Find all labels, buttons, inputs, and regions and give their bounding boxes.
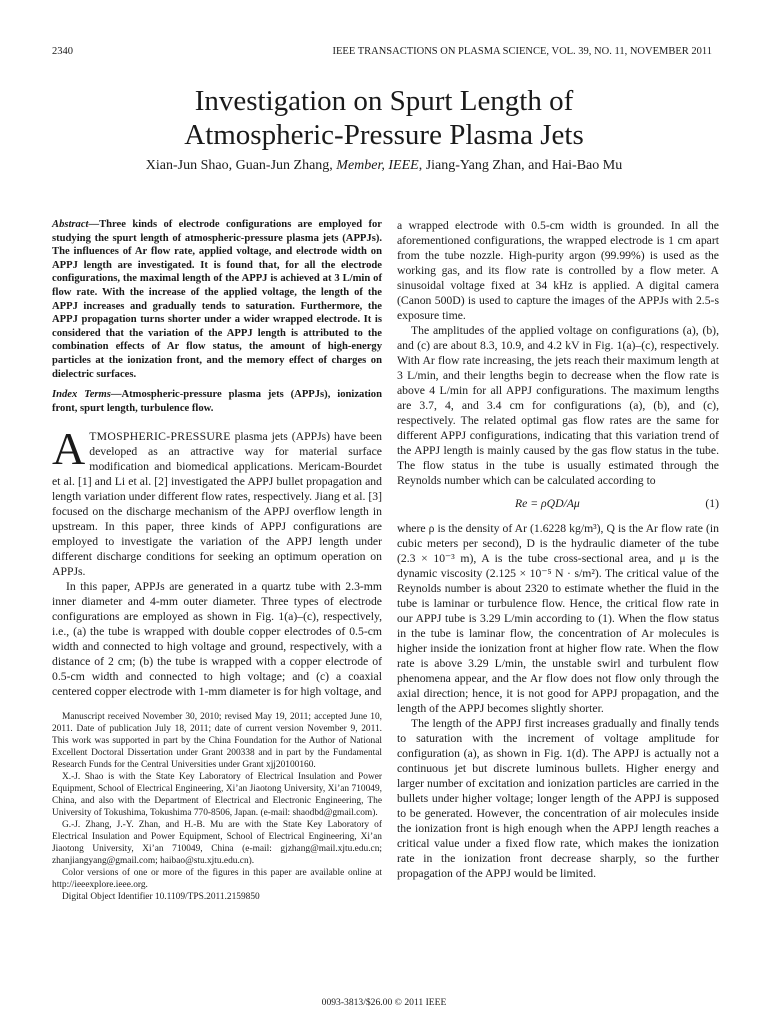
footnote-coauthors: G.-J. Zhang, J.-Y. Zhan, and H.-B. Mu are with the State Key Laboratory of Electrical Insulation and Power Equipment, School of Electrical Engineering, Xi’an Jiaotong University, Xi’an 710049, China (e-mail: gjzhang@mail.xjtu.edu.cn; zhanjiangyang@gmail.com; haibao@stu.xjtu.edu.cn). [52, 820, 382, 867]
equation-reynolds [397, 496, 719, 511]
body-paragraph-6: The length of the APPJ first increases gradually and finally tends to saturation with the increment of voltage amplitude for configuration (a), as shown in Fig. 1(d). The APPJ is actually not a continuous jet but discrete luminous bullets. Higher energy and larger number of excitation and ionization particles are carried in the bullets under higher voltage; longer length of the APPJ is supposed to be generated. However, the concentration of air molecules inside the ionization front is high enough when the APPJ length reaches a critical value under a fixed flow rate, which makes the ionization rate in the ionization front decrease sharply, so the further propagation of the APPJ would be limited. [397, 717, 719, 880]
journal-header: IEEE TRANSACTIONS ON PLASMA SCIENCE, VOL. 39, NO. 11, NOVEMBER 2011 [332, 46, 712, 57]
right-column [397, 218, 719, 881]
title-line-1: Investigation on Spurt Length of [194, 85, 574, 117]
author-membership: Member, IEEE [336, 158, 419, 173]
copyright-footer: 0093-3813/$26.00 © 2011 IEEE [321, 997, 447, 1008]
footnote-color: Color versions of one or more of the figures in this paper are available online at http://ieeexplore.ieee.org. [52, 868, 382, 891]
drop-cap: A [52, 423, 86, 475]
abstract-text: —Three kinds of electrode configurations are employed for studying the spurt length of atmospheric-pressure plasma jets (APPJs). The influences of Ar flow rate, applied voltage, and electrode width on APPJ length are investigated. It is found that, for all the electrode configurations, the maximal length of the APPJ is achieved at 3 L/min of flow rate. With the increase of the applied voltage, the length of the APPJ increases and gradually tends to saturation. Furthermore, the APPJ propagation turns shorter under a wider wrapped electrode. It is considered that the variation of the APPJ length is attributed to the combination effects of Ar flow status, the amount of high-energy particles at the ionization front, and the memory effect of charges on dielectric surfaces. [52, 219, 382, 380]
footnotes [52, 711, 382, 903]
authors-part-1: Xian-Jun Shao, Guan-Jun Zhang, [145, 158, 337, 173]
equation-number: (1) [705, 497, 719, 510]
index-terms-text: —Atmospheric-pressure plasma jets (APPJs), ionization front, spurt length, turbulence flow. [52, 389, 382, 414]
author-list [30, 158, 738, 174]
abstract [52, 218, 382, 381]
footnote-doi: Digital Object Identifier 10.1109/TPS.2011.2159850 [62, 892, 260, 903]
index-terms [52, 388, 382, 415]
body-paragraph-5: where ρ is the density of Ar (1.6228 kg/m³), Q is the Ar flow rate (in cubic meters per second), D is the hydraulic diameter of the tube (2.3 × 10⁻³ m), A is the tube cross-sectional area, and μ is the dynamic viscosity (2.125 × 10⁻⁵ N · s/m²). The critical value of the Reynolds number is about 2320 to estimate whether the fluid in the tube is laminar or turbulence flow. Hence, the critical flow rate in our APPJ tube is 3.29 L/min according to (1). When the flow status in the tube is laminar flow, the concentration of Ar molecules is higher inside the ionization front at higher flow rate. When the flow rate is above 3.29 L/min, the unstable swirl and turbulent flow phenomena appear, and the Ar flow does not flow only through the axial direction; hence, it is not good for APPJ propagation, and the length of the APPJ becomes slightly shorter. [397, 522, 719, 715]
body-paragraph-4: The amplitudes of the applied voltage on configurations (a), (b), and (c) are about 8.3, 10.9, and 4.2 kV in Fig. 1(a)–(c), respectively. With Ar flow rate increasing, the jets reach their maximum length at 3 L/min, and their lengths begin to decrease when the flow rate is above 4 L/min for all APPJ configurations. The maximum lengths are 3.7, 4, and 3.4 cm for configurations (a), (b), and (c), respectively. The related optimal gas flow rates are the same for different APPJ configurations, indicating that this variation trend of the APPJ length is mainly caused by the gas flow status in the tube. The flow status in the tube is usually estimated through the Reynolds number which can be calculated according to [397, 324, 719, 487]
page-number: 2340 [52, 46, 73, 57]
left-column [52, 218, 382, 903]
title-line-2: Atmospheric-Pressure Plasma Jets [184, 119, 584, 151]
body-paragraph-3: a wrapped electrode with 0.5-cm width is grounded. In all the aforementioned configurations, the wrapped electrode is 1 cm apart from the tube nozzle. High-purity argon (99.99%) is used as the working gas, and its flow rate is controlled by a flow meter. A sinusoidal voltage fixed at 34 kHz is applied. A digital camera (Canon 500D) is used to capture the images of the APPJs with 2.5-s exposure time. [397, 219, 719, 322]
intro-caps: TMOSPHERIC-PRESSURE [89, 430, 231, 444]
footnote-manuscript: Manuscript received November 30, 2010; revised May 19, 2011; accepted June 10, 2011. Date of publication July 18, 2011; date of current version November 9, 2011. This work was supported in part by the China Foundation for the Author of National Excellent Doctoral Dissertation under Grant 200338 and in part by the Fundamental Research Funds for the Central Universities under Grant xjj20100160. [52, 712, 382, 771]
equation-text: Re = ρQD/Aμ [515, 497, 580, 510]
abstract-label: Abstract [52, 219, 89, 230]
paper-title [40, 84, 728, 152]
authors-part-2: , Jiang-Yang Zhan, and Hai-Bao Mu [418, 158, 623, 173]
intro-paragraph [52, 423, 382, 579]
body-paragraph-2: In this paper, APPJs are generated in a quartz tube with 2.3-mm inner diameter and 4-mm outer diameter. Three types of electrode configurations are employed as shown in Fig. 1(a)–(c), respectively, i.e., (a) the tube is wrapped with double copper electrodes of 0.5-cm width and connected to high voltage and ground, respectively, with a distance of 2 cm; (b) the tube is wrapped with a copper electrode of 0.5-cm width and connected to high voltage; and (c) a coaxial centered copper electrode with 1-mm diameter is for high voltage, and [52, 580, 382, 699]
intro-text: plasma jets (APPJs) have been developed as an attractive way for material surface modification and biomedical applications. Mericam-Bourdet et al. [1] and Li et al. [2] investigated the APPJ bullet propagation and length variation under different flow rates, respectively. Jiang et al. [3] focused on the discharge mechanism of the APPJ overflow length in upstream. In this paper, three kinds of APPJ configurations are employed to investigate the variation of the APPJ length under different discharge conditions for seeking an optimum operation on APPJs. [52, 430, 382, 579]
index-terms-label: Index Terms [52, 389, 111, 401]
footnote-shao: X.-J. Shao is with the State Key Laboratory of Electrical Insulation and Power Equipment, School of Electrical Engineering, Xi’an Jiaotong University, Xi’an 710049, China, and also with the Department of Electrical and Electronic Engineering, The University of Tokushima, Tokushima 770-8506, Japan. (e-mail: shaodbd@gmail.com). [52, 772, 382, 819]
